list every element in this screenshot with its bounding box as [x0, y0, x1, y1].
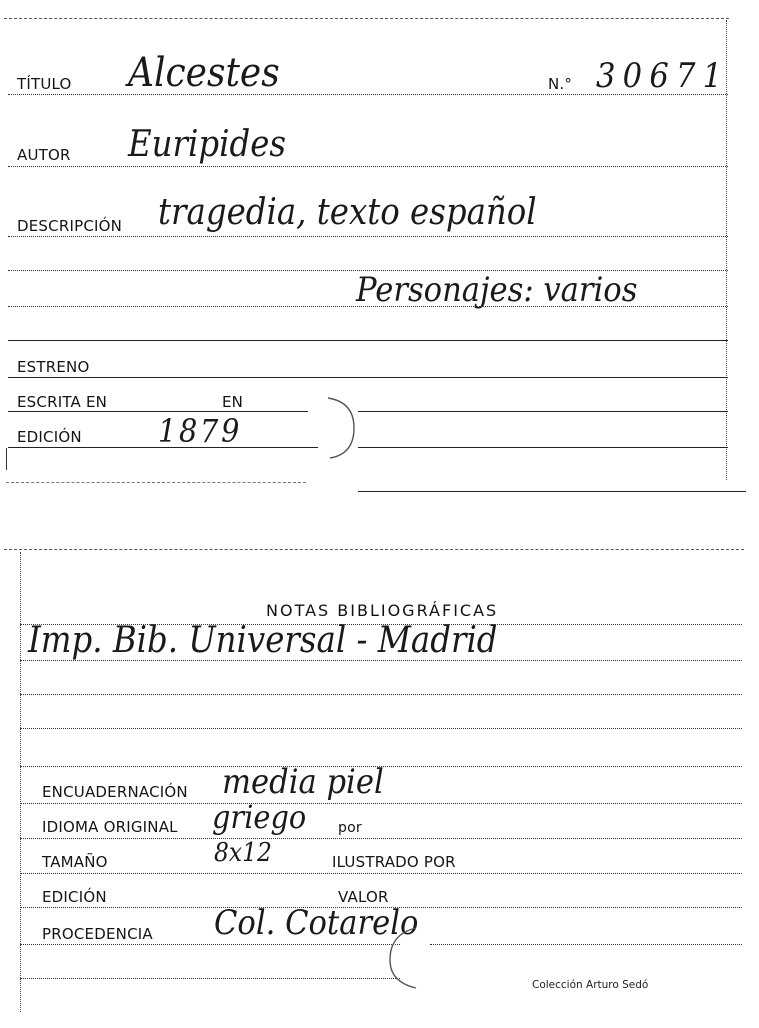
- row-line: [8, 236, 728, 237]
- bottom-edge-line: [6, 482, 306, 483]
- numero-value: 30671: [596, 56, 730, 96]
- edicion-label: EDICIÓN: [42, 888, 107, 906]
- procedencia-label: PROCEDENCIA: [42, 925, 153, 943]
- personajes-value: Personajes: varios: [356, 270, 638, 310]
- row-line: [358, 411, 728, 412]
- left-edge-line: [6, 448, 7, 470]
- edicion-label: EDICIÓN: [17, 428, 82, 446]
- valor-label: VALOR: [338, 888, 389, 906]
- collection-footer: Colección Arturo Sedó: [532, 979, 649, 991]
- tamano-label: TAMAÑO: [42, 853, 108, 871]
- procedencia-value: Col. Cotarelo: [214, 903, 419, 943]
- bottom-edge-line: [358, 491, 746, 492]
- en-label: EN: [222, 393, 244, 411]
- left-margin-line: [20, 552, 21, 1012]
- ilustrado-label: ILUSTRADO POR: [332, 853, 456, 871]
- row-line: [8, 377, 728, 378]
- row-line: [20, 660, 742, 661]
- idioma-label: IDIOMA ORIGINAL: [42, 818, 178, 836]
- row-line: [20, 978, 400, 979]
- punch-hole-mark: [310, 392, 370, 464]
- descripcion-value: tragedia, texto español: [158, 192, 537, 233]
- numero-label: N.°: [548, 75, 573, 93]
- top-edge-line: [4, 18, 729, 19]
- edicion-value: 1879: [158, 412, 243, 450]
- row-line: [20, 694, 742, 695]
- row-line: [20, 728, 742, 729]
- titulo-label: TÍTULO: [17, 75, 72, 93]
- row-line: [20, 838, 742, 839]
- row-line: [8, 166, 728, 167]
- idioma-value: griego: [212, 798, 307, 836]
- autor-label: AUTOR: [17, 146, 71, 164]
- notas-bibliograficas-heading: NOTAS BIBLIOGRÁFICAS: [266, 601, 499, 620]
- autor-value: Euripides: [128, 124, 287, 165]
- top-edge-line: [4, 549, 744, 550]
- row-line: [20, 803, 742, 804]
- row-line: [20, 624, 742, 625]
- punch-hole-mark: [376, 922, 436, 994]
- encuadernacion-value: media piel: [222, 762, 384, 802]
- row-line: [430, 944, 742, 945]
- row-line: [8, 94, 728, 95]
- row-line: [8, 306, 728, 307]
- row-line: [20, 944, 400, 945]
- tamano-value: 8x12: [214, 838, 272, 868]
- row-line: [358, 447, 728, 448]
- estreno-label: ESTRENO: [17, 358, 90, 376]
- encuadernacion-label: ENCUADERNACIÓN: [42, 783, 188, 801]
- notes-line-1: Imp. Bib. Universal - Madrid: [28, 620, 498, 661]
- descripcion-label: DESCRIPCIÓN: [17, 217, 123, 235]
- row-line: [20, 873, 742, 874]
- por-label: por: [338, 820, 362, 836]
- titulo-value: Alcestes: [128, 50, 280, 96]
- row-line: [8, 447, 318, 448]
- row-line: [8, 340, 728, 341]
- escrita-en-label: ESCRITA EN: [17, 393, 108, 411]
